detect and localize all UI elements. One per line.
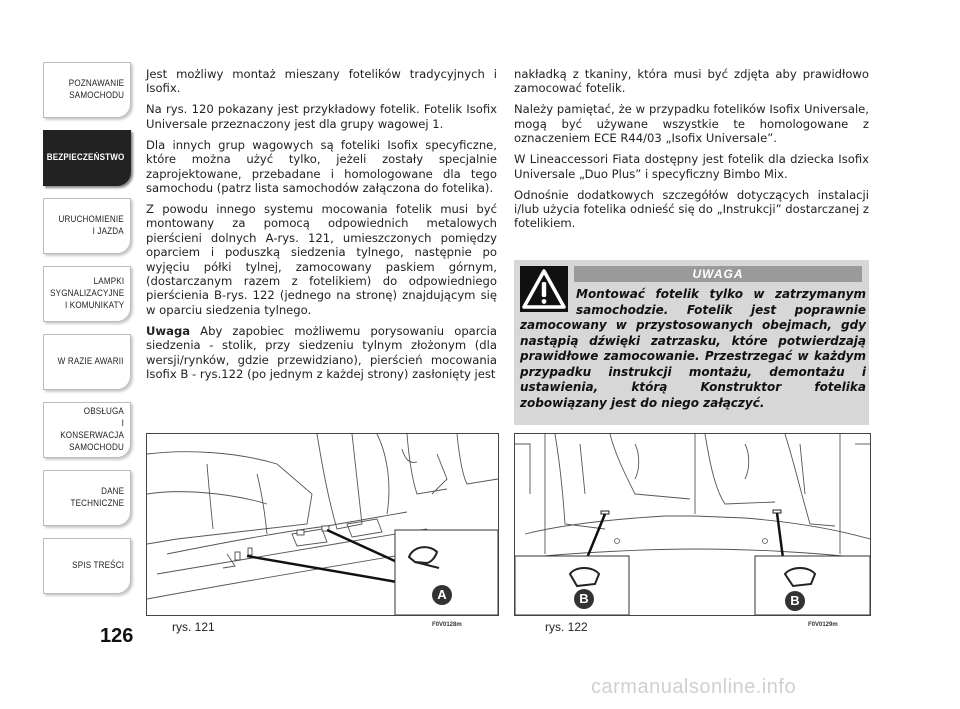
tab-label: DANE TECHNICZNE — [70, 486, 124, 509]
paragraph: nakładką z tkaniny, która musi być zdjęta aby prawidłowo zamocować fotelik. — [514, 67, 869, 96]
warning-title: UWAGA — [574, 266, 862, 282]
tab-label: W RAZIE AWARII — [58, 356, 124, 368]
warning-text: Montować fotelik tylko w zatrzymanym samochodzie. Fotelik jest poprawnie zamocowany w przystosowanych obejmach, gdy nastąpią dźwięki zatrzasku, które potwierdzają prawidłowe zamocowanie. Przestrzegać w każdym przypadku instrukcji montażu, demontażu i ustawienia, którą Konstruktor fotelika zobowiązany jest do niego załączyć. — [520, 287, 866, 410]
paragraph-note — [146, 324, 497, 382]
warning-text-block — [520, 287, 866, 411]
tab-w-razie-awarii[interactable] — [43, 334, 131, 390]
tab-bezpieczenstwo[interactable] — [43, 130, 131, 186]
paragraph: Jest możliwy montaż mieszany fotelików tradycyjnych i Isofix. — [146, 67, 497, 96]
tab-label: OBSŁUGA I KONSERWACJA SAMOCHODU — [60, 406, 124, 453]
paragraph: Na rys. 120 pokazany jest przykładowy fotelik. Fotelik Isofix Universale przeznaczony jest dla grupy wagowej 1. — [146, 102, 497, 131]
text-column-left — [146, 67, 497, 388]
figure-121-code: F0V0128m — [432, 622, 462, 628]
label-a-text: A — [437, 587, 447, 602]
label-a-badge — [432, 585, 452, 605]
chapter-sidebar — [43, 62, 131, 606]
label-b-right-badge — [785, 591, 805, 611]
figure-121-illustration — [146, 433, 499, 616]
warning-box — [514, 260, 869, 425]
watermark: carmanualsonline.info — [591, 676, 797, 698]
tab-uruchomienie-i-jazda[interactable] — [43, 198, 131, 254]
tab-label: LAMPKI SYGNALIZACYJNE I KOMUNIKATY — [49, 276, 124, 311]
note-text: Aby zapobiec możliwemu porysowaniu oparcia siedzenia - stolik, przy siedzeniu tylnym złożonym (dla wersji/rynków, gdzie przewidziano), pierścień mocowania Isofix B - rys.122 (po jednym z każdej strony) zasłonięty jest — [146, 323, 497, 382]
tab-poznawanie-samochodu[interactable] — [43, 62, 131, 118]
tab-obsluga-i-konserwacja[interactable] — [43, 402, 131, 458]
note-keyword: Uwaga — [146, 323, 191, 338]
figure-122-caption: rys. 122 — [545, 620, 588, 634]
tab-spis-tresci[interactable] — [43, 538, 131, 594]
paragraph: Należy pamiętać, że w przypadku fotelików Isofix Universale, mogą być używane wszystkie te homologowane z oznaczeniem ECE R44/03 „Isofix Universale”. — [514, 102, 869, 146]
figure-121-caption: rys. 121 — [172, 620, 215, 634]
paragraph: Dla innych grup wagowych są foteliki Isofix specyficzne, które można użyć tylko, jeżeli zostały specjalnie zaprojektowane, przebadane i homologowane dla tego samochodu (patrz lista samochodów załączona do fotelika). — [146, 137, 497, 196]
tab-label: URUCHOMIENIE I JAZDA — [58, 214, 124, 237]
paragraph: Z powodu innego systemu mocowania fotelik musi być montowany za pomocą odpowiednich metalowych pierścieni dolnych A-rys. 121, umieszczonych pomiędzy oparciem i poduszką siedzenia tylnego, następnie po wyjęciu półki tylnej, zamocowany paskiem górnym, (dostarczanym razem z fotelikiem) do odpowiedniego pierścienia B-rys. 122 (jednego na stronę) znajdującym się w oparciu siedzenia tylnego. — [146, 202, 497, 317]
label-b-left-badge — [574, 589, 594, 609]
label-b-right-text: B — [790, 593, 800, 608]
text-column-right — [514, 67, 869, 237]
paragraph: Odnośnie dodatkowych szczegółów dotyczących instalacji i/lub użycia fotelika odnieść się do „Instrukcji” dostarczanej z fotelikiem. — [514, 187, 869, 231]
figure-122-code: F0V0129m — [808, 622, 838, 628]
tab-lampki-sygnalizacyjne[interactable] — [43, 266, 131, 322]
paragraph: W Lineaccessori Fiata dostępny jest fotelik dla dziecka Isofix Universale „Duo Plus” i specyficzny Bimbo Mix. — [514, 152, 869, 181]
tab-label: SPIS TREŚCI — [72, 560, 124, 572]
label-b-left-text: B — [579, 591, 589, 606]
tab-label: POZNAWANIE SAMOCHODU — [68, 78, 124, 101]
figure-122-illustration — [514, 433, 871, 616]
tab-label: BEZPIECZEŃSTWO — [46, 152, 124, 164]
tab-dane-techniczne[interactable] — [43, 470, 131, 526]
page-number: 126 — [100, 625, 134, 647]
